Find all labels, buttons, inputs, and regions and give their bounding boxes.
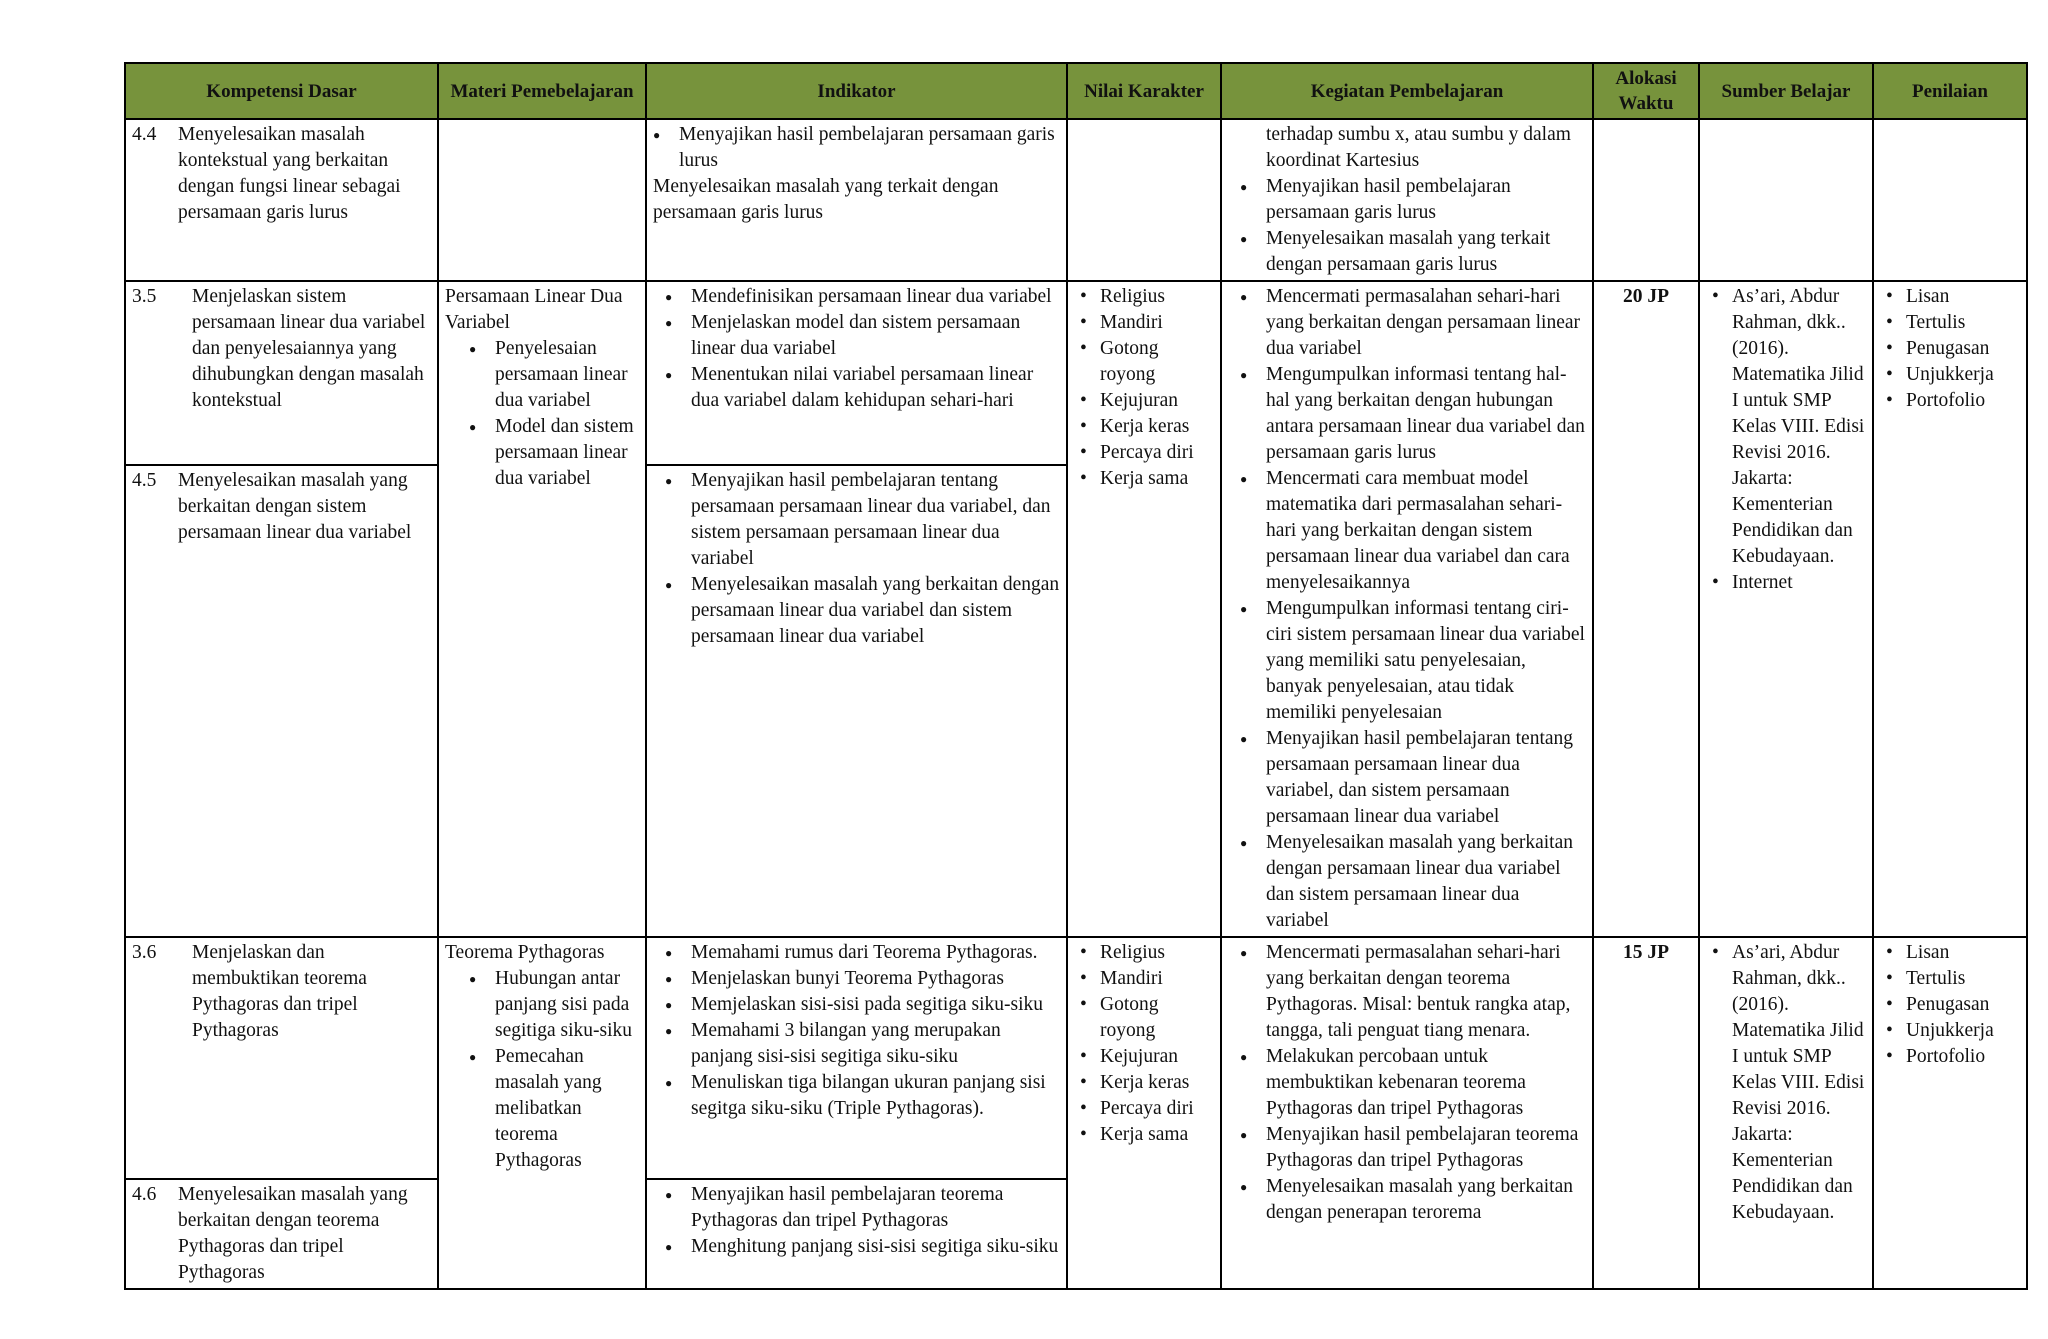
table-row xyxy=(125,119,2027,281)
nilai-list xyxy=(1074,940,1214,1148)
kegiatan-item: ● Menyajikan hasil pembelajaran teorema Pythagoras dan tripel Pythagoras xyxy=(1266,1122,1586,1174)
header-materi: Materi Pemebelajaran xyxy=(438,63,646,119)
sumber-list xyxy=(1706,284,1866,596)
indikator-list xyxy=(653,1182,1060,1260)
table-row xyxy=(125,937,2027,1289)
kegiatan-item: ● Mencermati permasalahan sehari-hari yang berkaitan dengan teorema Pythagoras. Misal: bentuk rangka atap, tangga, tali penguat tiang menara. xyxy=(1266,940,1586,1044)
nilai-item: • Kerja sama xyxy=(1100,466,1214,492)
nilai-item: • Gotong royong xyxy=(1100,992,1214,1044)
penilaian-item: • Tertulis xyxy=(1906,310,2020,336)
materi-item: ● Model dan sistem persamaan linear dua variabel xyxy=(495,414,639,492)
indikator-item: ● Menentukan nilai variabel persamaan linear dua variabel dalam kehidupan sehari-hari xyxy=(691,362,1060,414)
indikator-list xyxy=(653,468,1060,650)
header-kompetensi-dasar: Kompetensi Dasar xyxy=(125,63,438,119)
penilaian-cell xyxy=(1873,937,2027,1289)
kd-text: Menyelesaikan masalah yang berkaitan dengan sistem persamaan linear dua variabel xyxy=(178,470,412,543)
kd-text: Menjelaskan sistem persamaan linear dua variabel dan penyelesaiannya yang dihubungkan dengan masalah kontekstual xyxy=(192,286,426,411)
kd-text: Menyelesaikan masalah yang berkaitan dengan teorema Pythagoras dan tripel Pythagoras xyxy=(178,1184,408,1283)
sumber-cell xyxy=(1699,281,1873,937)
nilai-item: • Religius xyxy=(1100,284,1214,310)
header-kegiatan: Kegiatan Pembelajaran xyxy=(1221,63,1593,119)
indikator-bottom xyxy=(647,466,1066,652)
nilai-cell xyxy=(1067,119,1221,281)
nilai-item: • Percaya diri xyxy=(1100,1096,1214,1122)
kegiatan-item: ● Mencermati cara membuat model matematika dari permasalahan sehari-hari yang berkaitan dengan sistem persamaan linear dua variabel dan cara menyelesaikannya xyxy=(1266,466,1586,596)
indikator-item: ● Menjelaskan model dan sistem persamaan linear dua variabel xyxy=(691,310,1060,362)
syllabus-table xyxy=(124,62,2028,1290)
indikator-list xyxy=(653,122,1060,174)
sumber-item: • Internet xyxy=(1732,570,1866,596)
kegiatan-item: ● Melakukan percobaan untuk membuktikan kebenaran teorema Pythagoras dan tripel Pythagoras xyxy=(1266,1044,1586,1122)
indikator-item: ● Menyajikan hasil pembelajaran teorema Pythagoras dan tripel Pythagoras xyxy=(691,1182,1060,1234)
kegiatan-cell xyxy=(1221,119,1593,281)
header-alokasi: Alokasi Waktu xyxy=(1593,63,1699,119)
nilai-item: • Kejujuran xyxy=(1100,388,1214,414)
penilaian-item: • Lisan xyxy=(1906,940,2020,966)
kd-number: 4.4 xyxy=(132,124,157,145)
kd-cell xyxy=(125,281,438,937)
kegiatan-item: ● Menyelesaikan masalah yang terkait dengan persamaan garis lurus xyxy=(1266,226,1586,278)
materi-title: Teorema Pythagoras xyxy=(445,942,605,963)
indikator-item: ● Menyajikan hasil pembelajaran persamaan garis lurus xyxy=(679,122,1060,174)
sumber-item: • As’ari, Abdur Rahman, dkk.. (2016). Matematika Jilid I untuk SMP Kelas VIII. Edisi Revisi 2016. Jakarta: Kementerian Pendidikan dan Kebudayaan. xyxy=(1732,284,1866,570)
penilaian-item: • Portofolio xyxy=(1906,388,2020,414)
header-indikator: Indikator xyxy=(646,63,1067,119)
kd-number: 3.5 xyxy=(132,286,157,307)
kd-text: Menjelaskan dan membuktikan teorema Pythagoras dan tripel Pythagoras xyxy=(192,942,367,1041)
indikator-text: Menyelesaikan masalah yang terkait dengan persamaan garis lurus xyxy=(653,176,999,223)
penilaian-cell xyxy=(1873,119,2027,281)
indikator-cell xyxy=(646,281,1067,937)
kegiatan-list xyxy=(1228,174,1586,278)
penilaian-cell xyxy=(1873,281,2027,937)
kd-top xyxy=(126,282,437,466)
indikator-top xyxy=(647,282,1066,466)
penilaian-item: • Penugasan xyxy=(1906,336,2020,362)
penilaian-item: • Unjukkerja xyxy=(1906,362,2020,388)
rpp-table-sheet xyxy=(124,62,2026,1290)
kd-bottom xyxy=(126,466,437,548)
indikator-item: ● Menjelaskan bunyi Teorema Pythagoras xyxy=(691,966,1060,992)
sumber-item: • As’ari, Abdur Rahman, dkk.. (2016). Matematika Jilid I untuk SMP Kelas VIII. Edisi Revisi 2016. Jakarta: Kementerian Pendidikan dan Kebudayaan. xyxy=(1732,940,1866,1226)
nilai-item: • Mandiri xyxy=(1100,966,1214,992)
materi-item: ● Pemecahan masalah yang melibatkan teorema Pythagoras xyxy=(495,1044,639,1174)
penilaian-list xyxy=(1880,284,2020,414)
nilai-item: • Religius xyxy=(1100,940,1214,966)
sumber-cell xyxy=(1699,937,1873,1289)
materi-cell xyxy=(438,937,646,1289)
kegiatan-cell xyxy=(1221,937,1593,1289)
nilai-cell xyxy=(1067,937,1221,1289)
kegiatan-item: ● Mencermati permasalahan sehari-hari yang berkaitan dengan persamaan linear dua variabel xyxy=(1266,284,1586,362)
indikator-item: ● Memahami 3 bilangan yang merupakan panjang sisi-sisi segitiga siku-siku xyxy=(691,1018,1060,1070)
materi-cell xyxy=(438,119,646,281)
kegiatan-list xyxy=(1228,940,1586,1226)
kd-cell xyxy=(125,119,438,281)
nilai-item: • Kerja keras xyxy=(1100,1070,1214,1096)
table-row xyxy=(125,281,2027,937)
penilaian-item: • Tertulis xyxy=(1906,966,2020,992)
materi-list xyxy=(445,966,639,1174)
kegiatan-list xyxy=(1228,284,1586,934)
indikator-cell xyxy=(646,119,1067,281)
nilai-item: • Mandiri xyxy=(1100,310,1214,336)
materi-title: Persamaan Linear Dua Variabel xyxy=(445,286,623,333)
nilai-item: • Kerja keras xyxy=(1100,414,1214,440)
materi-item: ● Hubungan antar panjang sisi pada segitiga siku-siku xyxy=(495,966,639,1044)
kegiatan-item: ● Mengumpulkan informasi tentang ciri-ciri sistem persamaan linear dua variabel yang memiliki satu penyelesaian, banyak penyelesaian, atau tidak memiliki penyelesaian xyxy=(1266,596,1586,726)
kegiatan-item: ● Mengumpulkan informasi tentang hal-hal yang berkaitan dengan hubungan antara persamaan linear dua variabel dan persamaan garis lurus xyxy=(1266,362,1586,466)
header-penilaian: Penilaian xyxy=(1873,63,2027,119)
header-nilai-karakter: Nilai Karakter xyxy=(1067,63,1221,119)
kegiatan-lead: terhadap sumbu x, atau sumbu y dalam koordinat Kartesius xyxy=(1266,124,1571,171)
indikator-item: ● Menyelesaikan masalah yang berkaitan dengan persamaan linear dua variabel dan sistem persamaan linear dua variabel xyxy=(691,572,1060,650)
indikator-cell xyxy=(646,937,1067,1289)
indikator-item: ● Menghitung panjang sisi-sisi segitiga siku-siku xyxy=(691,1234,1060,1260)
indikator-top xyxy=(647,938,1066,1180)
penilaian-list xyxy=(1880,940,2020,1070)
alokasi-cell xyxy=(1593,119,1699,281)
penilaian-item: • Unjukkerja xyxy=(1906,1018,2020,1044)
nilai-item: • Percaya diri xyxy=(1100,440,1214,466)
nilai-item: • Kerja sama xyxy=(1100,1122,1214,1148)
materi-item: ● Penyelesaian persamaan linear dua variabel xyxy=(495,336,639,414)
nilai-list xyxy=(1074,284,1214,492)
alokasi-cell: 15 JP xyxy=(1593,937,1699,1289)
sumber-list xyxy=(1706,940,1866,1226)
indikator-item: ● Mendefinisikan persamaan linear dua variabel xyxy=(691,284,1060,310)
header-sumber: Sumber Belajar xyxy=(1699,63,1873,119)
indikator-item: ● Memahami rumus dari Teorema Pythagoras. xyxy=(691,940,1060,966)
nilai-item: • Gotong royong xyxy=(1100,336,1214,388)
indikator-item: ● Menyajikan hasil pembelajaran tentang persamaan persamaan linear dua variabel, dan sistem persamaan persamaan linear dua variabel xyxy=(691,468,1060,572)
kd-number: 4.6 xyxy=(132,1184,157,1205)
indikator-bottom xyxy=(647,1180,1066,1262)
kegiatan-item: ● Menyajikan hasil pembelajaran tentang persamaan persamaan linear dua variabel, dan sistem persamaan persamaan linear dua variabel xyxy=(1266,726,1586,830)
kegiatan-item: ● Menyelesaikan masalah yang berkaitan dengan persamaan linear dua variabel dan sistem persamaan linear dua variabel xyxy=(1266,830,1586,934)
indikator-list xyxy=(653,940,1060,1122)
kegiatan-item: ● Menyelesaikan masalah yang berkaitan dengan penerapan terorema xyxy=(1266,1174,1586,1226)
kd-top xyxy=(126,938,437,1180)
penilaian-item: • Penugasan xyxy=(1906,992,2020,1018)
indikator-list xyxy=(653,284,1060,414)
materi-list xyxy=(445,336,639,492)
nilai-cell xyxy=(1067,281,1221,937)
alokasi-cell: 20 JP xyxy=(1593,281,1699,937)
kegiatan-item: ● Menyajikan hasil pembelajaran persamaan garis lurus xyxy=(1266,174,1586,226)
nilai-item: • Kejujuran xyxy=(1100,1044,1214,1070)
kd-text: Menyelesaikan masalah kontekstual yang berkaitan dengan fungsi linear sebagai persamaan garis lurus xyxy=(178,124,401,223)
header-row xyxy=(125,63,2027,119)
penilaian-item: • Lisan xyxy=(1906,284,2020,310)
kd-number: 4.5 xyxy=(132,470,157,491)
penilaian-item: • Portofolio xyxy=(1906,1044,2020,1070)
sumber-cell xyxy=(1699,119,1873,281)
materi-cell xyxy=(438,281,646,937)
indikator-item: ● Menuliskan tiga bilangan ukuran panjang sisi segitga siku-siku (Triple Pythagoras). xyxy=(691,1070,1060,1122)
kd-number: 3.6 xyxy=(132,942,157,963)
kegiatan-cell xyxy=(1221,281,1593,937)
kd-bottom xyxy=(126,1180,437,1288)
kd-cell xyxy=(125,937,438,1289)
indikator-item: ● Memjelaskan sisi-sisi pada segitiga siku-siku xyxy=(691,992,1060,1018)
